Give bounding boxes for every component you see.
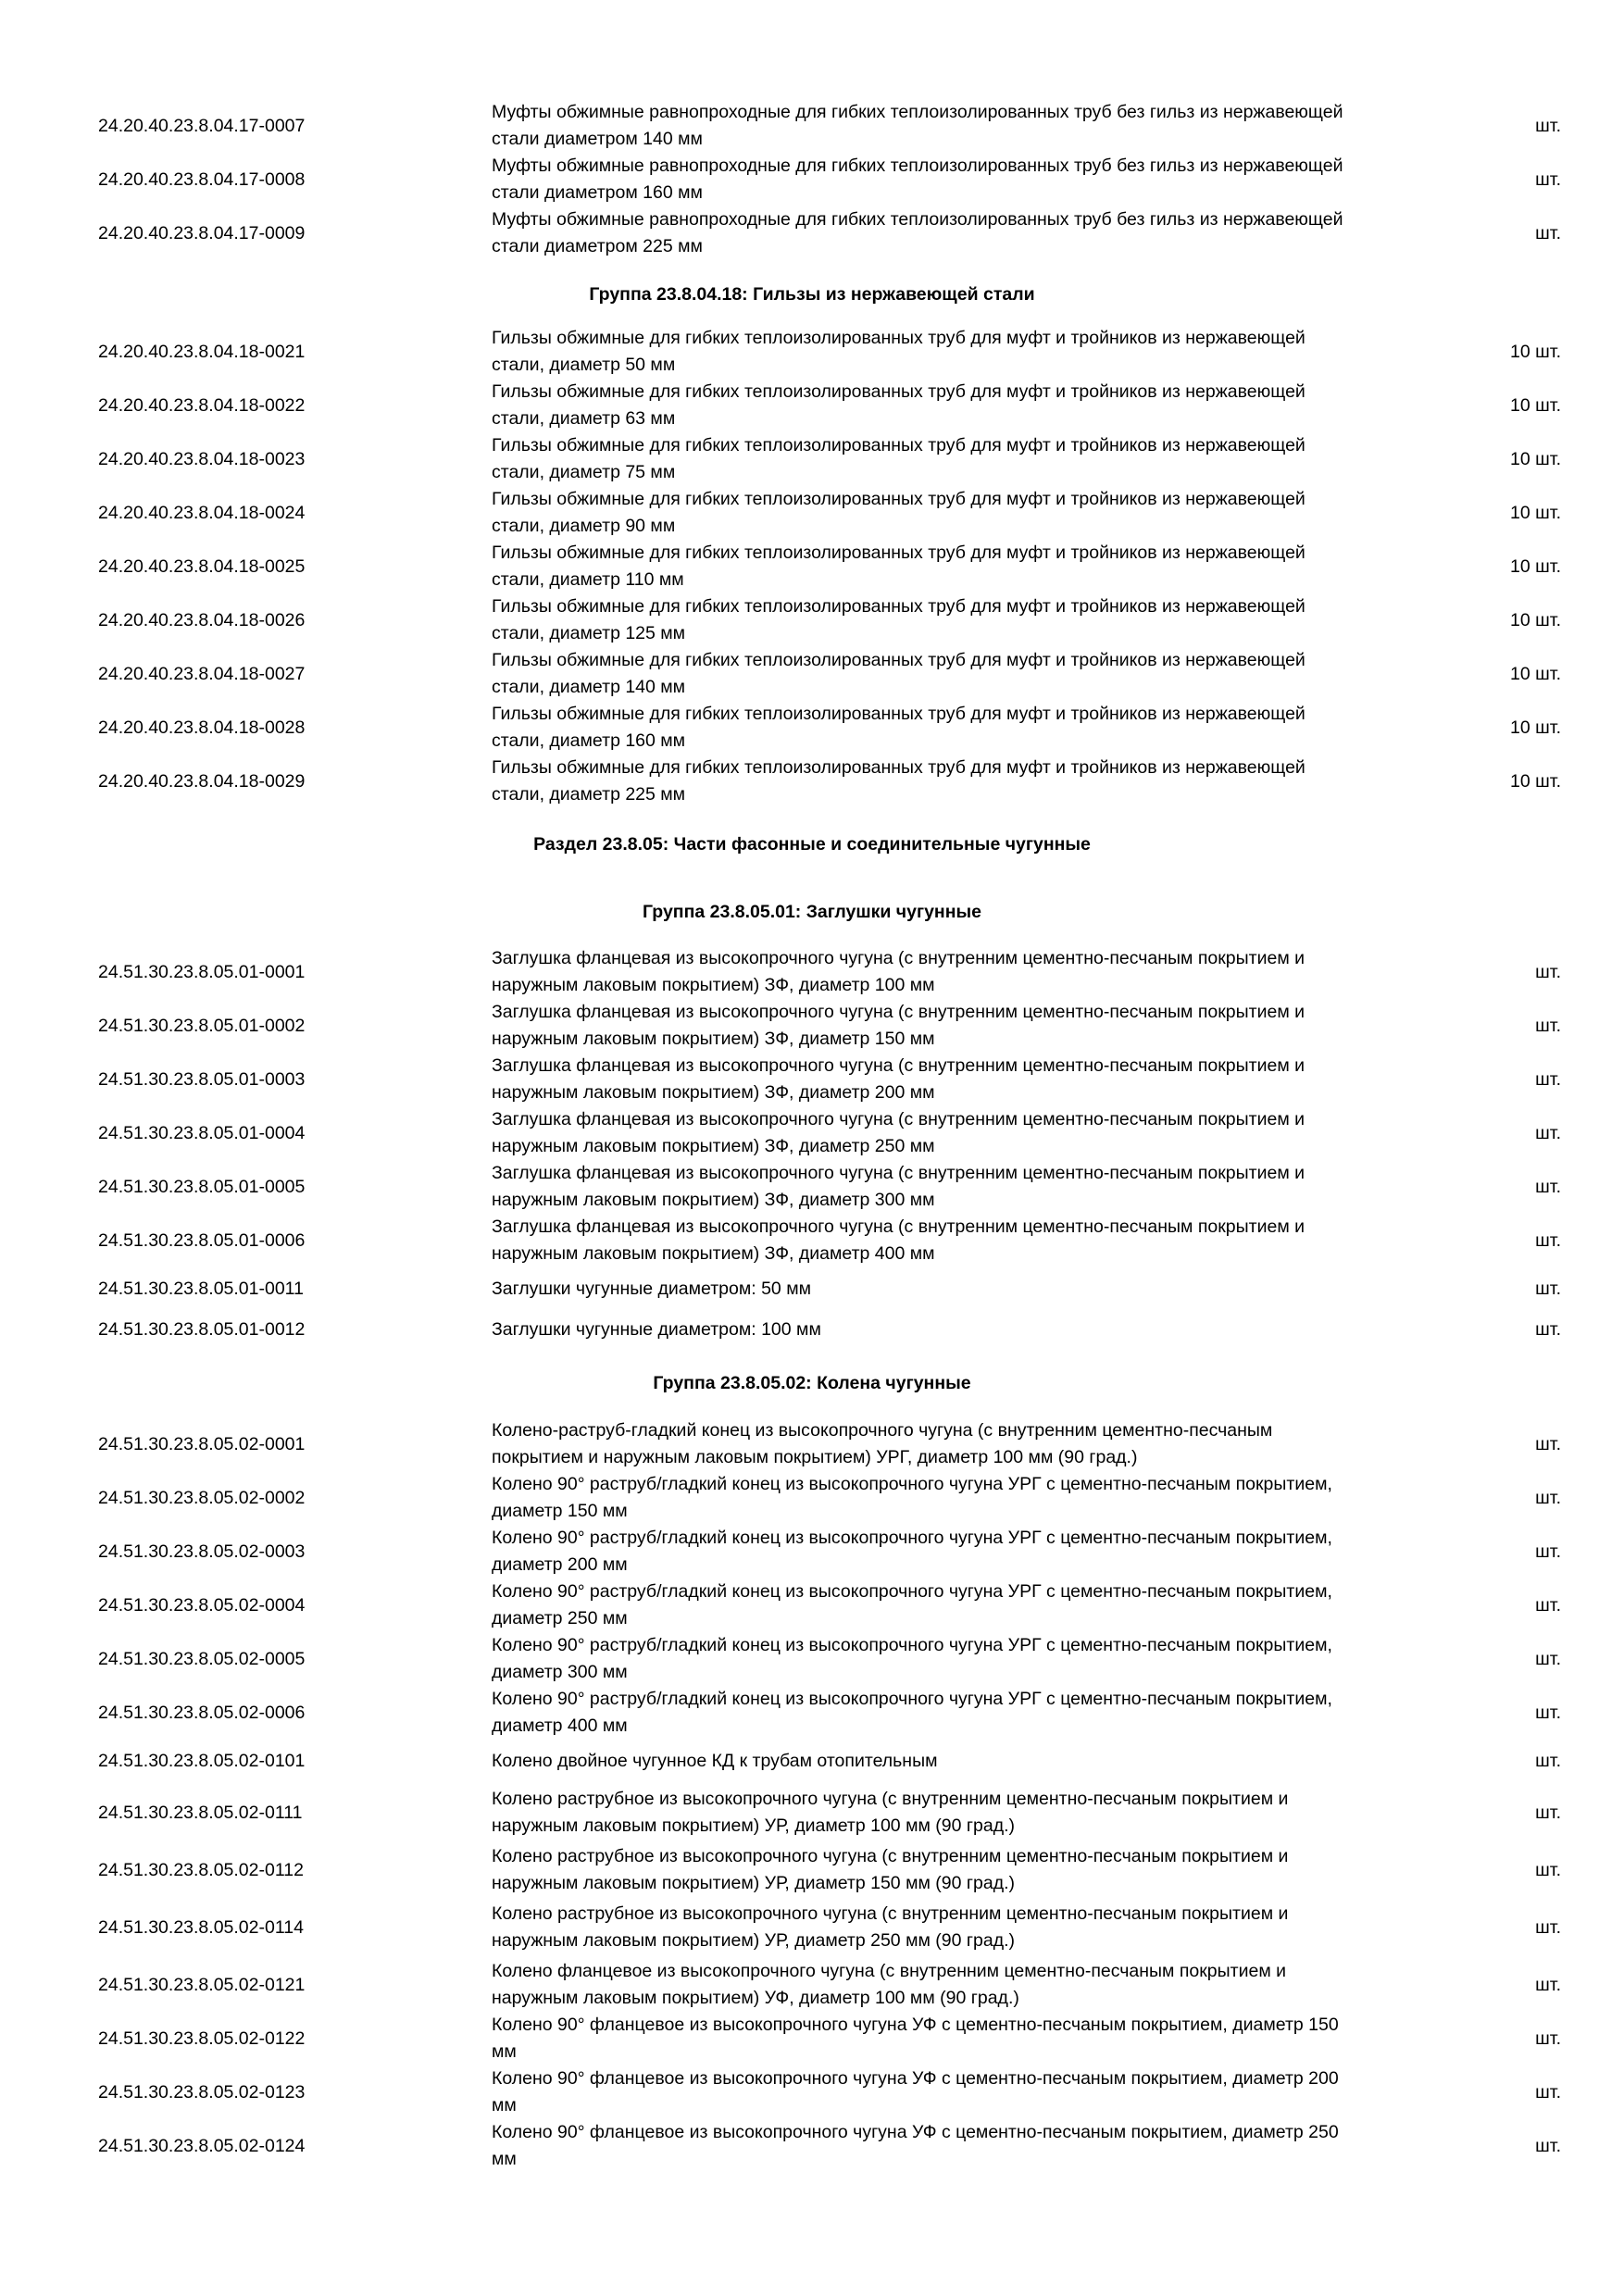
table-row — [0, 1958, 1624, 2012]
item-unit: шт. — [1535, 1015, 1561, 1036]
item-description — [492, 1786, 1473, 1840]
description-line: Колено раструбное из высокопрочного чугуна (с внутренним цементно-песчаным покрытием и — [492, 1789, 1289, 1809]
description-line: Колено раструбное из высокопрочного чугуна (с внутренним цементно-песчаным покрытием и — [492, 1846, 1289, 1866]
item-code: 24.20.40.23.8.04.18-0022 — [98, 394, 306, 416]
item-description — [492, 1686, 1473, 1740]
item-code: 24.51.30.23.8.05.02-0121 — [98, 1974, 306, 1995]
item-unit: шт. — [1535, 1916, 1561, 1938]
description-line: Заглушка фланцевая из высокопрочного чугуна (с внутренним цементно-песчаным покрытием и — [492, 1217, 1305, 1237]
description-line: мм — [492, 2041, 517, 2062]
description-line: наружным лаковым покрытием) ЗФ, диаметр 200 мм — [492, 1082, 935, 1103]
item-code: 24.51.30.23.8.05.02-0002 — [98, 1487, 306, 1508]
item-code: 24.20.40.23.8.04.17-0007 — [98, 115, 306, 136]
table-row — [0, 325, 1624, 379]
description-line: стали, диаметр 140 мм — [492, 677, 686, 697]
item-unit: шт. — [1535, 1594, 1561, 1616]
description-line: стали, диаметр 110 мм — [492, 569, 684, 590]
item-description — [492, 1525, 1473, 1578]
description-line: Колено 90° фланцевое из высокопрочного чугуна УФ с цементно-песчаным покрытием, диаметр 150 — [492, 2015, 1339, 2035]
item-description — [492, 1053, 1473, 1106]
description-line: диаметр 150 мм — [492, 1501, 628, 1521]
item-unit: 10 шт. — [1510, 663, 1561, 684]
description-line: Гильзы обжимные для гибких теплоизолированных труб для муфт и тройников из нержавеющей — [492, 650, 1305, 670]
item-unit: шт. — [1535, 1974, 1561, 1995]
item-description — [492, 379, 1473, 432]
table-row — [0, 1786, 1624, 1840]
table-row — [0, 1901, 1624, 1954]
table-row — [0, 486, 1624, 540]
description-line: Гильзы обжимные для гибких теплоизолированных труб для муфт и тройников из нержавеющей — [492, 381, 1305, 402]
table-row — [0, 1632, 1624, 1686]
item-unit: 10 шт. — [1510, 770, 1561, 792]
table-row — [0, 2012, 1624, 2065]
description-line: Гильзы обжимные для гибких теплоизолированных труб для муфт и тройников из нержавеющей — [492, 543, 1305, 563]
item-code: 24.51.30.23.8.05.01-0006 — [98, 1229, 306, 1251]
table-row — [0, 2065, 1624, 2119]
description-line: стали диаметром 160 мм — [492, 182, 703, 203]
description-line: покрытием и наружным лаковым покрытием) УРГ, диаметр 100 мм (90 град.) — [492, 1447, 1138, 1467]
description-line: Муфты обжимные равнопроходные для гибких теплоизолированных труб без гильз из нержавеющей — [492, 209, 1343, 230]
description-line: наружным лаковым покрытием) ЗФ, диаметр 300 мм — [492, 1190, 935, 1210]
description-line: стали, диаметр 225 мм — [492, 784, 686, 805]
item-description — [492, 647, 1473, 701]
description-line: наружным лаковым покрытием) ЗФ, диаметр 150 мм — [492, 1029, 935, 1049]
section-heading: Раздел 23.8.05: Части фасонные и соединительные чугунные — [533, 833, 1091, 855]
item-code: 24.51.30.23.8.05.01-0012 — [98, 1318, 306, 1340]
item-unit: шт. — [1535, 2135, 1561, 2156]
table-row — [0, 379, 1624, 432]
description-line: Колено 90° раструб/гладкий конец из высокопрочного чугуна УРГ с цементно-песчаным покрытием, — [492, 1528, 1332, 1548]
item-unit: шт. — [1535, 1068, 1561, 1090]
table-row — [0, 1525, 1624, 1578]
description-line: Колено 90° фланцевое из высокопрочного чугуна УФ с цементно-песчаным покрытием, диаметр 200 — [492, 2068, 1339, 2089]
description-line: Колено 90° фланцевое из высокопрочного чугуна УФ с цементно-песчаным покрытием, диаметр 250 — [492, 2122, 1339, 2142]
item-unit: шт. — [1535, 2028, 1561, 2049]
table-row — [0, 1417, 1624, 1471]
item-code: 24.51.30.23.8.05.01-0002 — [98, 1015, 306, 1036]
item-description — [492, 1901, 1473, 1954]
description-line: Гильзы обжимные для гибких теплоизолированных труб для муфт и тройников из нержавеющей — [492, 489, 1305, 509]
description-line: Колено 90° раструб/гладкий конец из высокопрочного чугуна УРГ с цементно-песчаным покрытием, — [492, 1581, 1332, 1602]
item-unit: шт. — [1535, 1648, 1561, 1669]
table-row — [0, 153, 1624, 206]
item-code: 24.51.30.23.8.05.02-0111 — [98, 1802, 303, 1823]
table-row — [0, 432, 1624, 486]
description-line: наружным лаковым покрытием) ЗФ, диаметр 100 мм — [492, 975, 935, 995]
section-heading: Группа 23.8.05.01: Заглушки чугунные — [643, 901, 981, 922]
item-code: 24.20.40.23.8.04.17-0008 — [98, 168, 306, 190]
item-code: 24.51.30.23.8.05.02-0123 — [98, 2081, 306, 2103]
table-row — [0, 1686, 1624, 1740]
description-line: диаметр 200 мм — [492, 1554, 628, 1575]
item-unit: шт. — [1535, 961, 1561, 982]
item-description — [492, 540, 1473, 593]
description-line: наружным лаковым покрытием) УФ, диаметр 100 мм (90 град.) — [492, 1988, 1019, 2008]
item-description — [492, 1316, 1473, 1343]
description-line: наружным лаковым покрытием) УР, диаметр 100 мм (90 град.) — [492, 1816, 1015, 1836]
table-row — [0, 1276, 1624, 1303]
item-code: 24.20.40.23.8.04.18-0025 — [98, 555, 306, 577]
item-description — [492, 2119, 1473, 2173]
description-line: Колено 90° раструб/гладкий конец из высокопрочного чугуна УРГ с цементно-песчаным покрытием, — [492, 1689, 1332, 1709]
description-line: стали, диаметр 75 мм — [492, 462, 676, 482]
table-row — [0, 701, 1624, 755]
item-code: 24.51.30.23.8.05.02-0003 — [98, 1541, 306, 1562]
item-unit: шт. — [1535, 1318, 1561, 1340]
item-unit: шт. — [1535, 222, 1561, 243]
item-code: 24.51.30.23.8.05.02-0101 — [98, 1750, 306, 1771]
description-line: наружным лаковым покрытием) УР, диаметр 150 мм (90 град.) — [492, 1873, 1015, 1893]
item-unit: 10 шт. — [1510, 448, 1561, 469]
item-description — [492, 755, 1473, 808]
description-line: стали, диаметр 50 мм — [492, 355, 676, 375]
item-description — [492, 1843, 1473, 1897]
item-code: 24.51.30.23.8.05.02-0006 — [98, 1702, 306, 1723]
item-description — [492, 701, 1473, 755]
table-row — [0, 206, 1624, 260]
description-line: мм — [492, 2095, 517, 2115]
table-row — [0, 647, 1624, 701]
description-line: наружным лаковым покрытием) ЗФ, диаметр 400 мм — [492, 1243, 935, 1264]
description-line: мм — [492, 2149, 517, 2169]
item-unit: шт. — [1535, 1702, 1561, 1723]
item-description — [492, 153, 1473, 206]
description-line: Муфты обжимные равнопроходные для гибких теплоизолированных труб без гильз из нержавеющей — [492, 156, 1343, 176]
description-line: Муфты обжимные равнопроходные для гибких теплоизолированных труб без гильз из нержавеющей — [492, 102, 1343, 122]
description-line: Заглушка фланцевая из высокопрочного чугуна (с внутренним цементно-песчаным покрытием и — [492, 1002, 1305, 1022]
item-code: 24.51.30.23.8.05.02-0122 — [98, 2028, 306, 2049]
item-unit: шт. — [1535, 1122, 1561, 1143]
table-row — [0, 1316, 1624, 1343]
item-description — [492, 1632, 1473, 1686]
description-line: Заглушка фланцевая из высокопрочного чугуна (с внутренним цементно-песчаным покрытием и — [492, 1163, 1305, 1183]
description-line: Заглушка фланцевая из высокопрочного чугуна (с внутренним цементно-песчаным покрытием и — [492, 1109, 1305, 1129]
description-line: наружным лаковым покрытием) УР, диаметр 250 мм (90 град.) — [492, 1930, 1015, 1951]
item-code: 24.20.40.23.8.04.18-0024 — [98, 502, 306, 523]
item-unit: шт. — [1535, 1176, 1561, 1197]
item-code: 24.51.30.23.8.05.01-0001 — [98, 961, 306, 982]
description-line: диаметр 250 мм — [492, 1608, 628, 1628]
table-row — [0, 1843, 1624, 1897]
item-description — [492, 2065, 1473, 2119]
item-unit: шт. — [1535, 1278, 1561, 1299]
item-unit: шт. — [1535, 1487, 1561, 1508]
item-code: 24.51.30.23.8.05.01-0003 — [98, 1068, 306, 1090]
table-row — [0, 1471, 1624, 1525]
description-line: Колено двойное чугунное КД к трубам отопительным — [492, 1750, 938, 1771]
item-code: 24.51.30.23.8.05.02-0004 — [98, 1594, 306, 1616]
description-line: Колено раструбное из высокопрочного чугуна (с внутренним цементно-песчаным покрытием и — [492, 1903, 1289, 1924]
item-description — [492, 1471, 1473, 1525]
item-code: 24.51.30.23.8.05.01-0011 — [98, 1278, 304, 1299]
description-line: стали, диаметр 90 мм — [492, 516, 676, 536]
section-heading: Группа 23.8.05.02: Колена чугунные — [653, 1372, 971, 1393]
item-description — [492, 486, 1473, 540]
item-description — [492, 1578, 1473, 1632]
description-line: Гильзы обжимные для гибких теплоизолированных труб для муфт и тройников из нержавеющей — [492, 757, 1305, 778]
table-row — [0, 593, 1624, 647]
description-line: диаметр 300 мм — [492, 1662, 628, 1682]
description-line: Заглушка фланцевая из высокопрочного чугуна (с внутренним цементно-песчаным покрытием и — [492, 948, 1305, 968]
item-unit: шт. — [1535, 2081, 1561, 2103]
table-row — [0, 2119, 1624, 2173]
table-row — [0, 755, 1624, 808]
item-description — [492, 432, 1473, 486]
description-line: стали диаметром 140 мм — [492, 129, 703, 149]
item-code: 24.51.30.23.8.05.01-0004 — [98, 1122, 306, 1143]
table-row — [0, 540, 1624, 593]
item-unit: шт. — [1535, 1859, 1561, 1880]
item-unit: 10 шт. — [1510, 502, 1561, 523]
item-description — [492, 999, 1473, 1053]
item-description — [492, 2012, 1473, 2065]
description-line: Заглушки чугунные диаметром: 50 мм — [492, 1278, 812, 1299]
item-unit: шт. — [1535, 115, 1561, 136]
item-unit: 10 шт. — [1510, 341, 1561, 362]
item-unit: шт. — [1535, 1541, 1561, 1562]
item-code: 24.51.30.23.8.05.02-0001 — [98, 1433, 306, 1454]
item-code: 24.51.30.23.8.05.01-0005 — [98, 1176, 306, 1197]
description-line: наружным лаковым покрытием) ЗФ, диаметр 250 мм — [492, 1136, 935, 1156]
description-line: стали, диаметр 125 мм — [492, 623, 686, 643]
description-line: Гильзы обжимные для гибких теплоизолированных труб для муфт и тройников из нержавеющей — [492, 328, 1305, 348]
item-description — [492, 945, 1473, 999]
description-line: Колено 90° раструб/гладкий конец из высокопрочного чугуна УРГ с цементно-песчаным покрытием, — [492, 1474, 1332, 1494]
table-row — [0, 99, 1624, 153]
item-code: 24.20.40.23.8.04.18-0028 — [98, 717, 306, 738]
section-heading: Группа 23.8.04.18: Гильзы из нержавеющей стали — [589, 283, 1035, 305]
item-description — [492, 1958, 1473, 2012]
description-line: стали диаметром 225 мм — [492, 236, 703, 256]
item-unit: 10 шт. — [1510, 717, 1561, 738]
item-description — [492, 1214, 1473, 1267]
description-line: Гильзы обжимные для гибких теплоизолированных труб для муфт и тройников из нержавеющей — [492, 596, 1305, 617]
table-row — [0, 1578, 1624, 1632]
item-code: 24.20.40.23.8.04.18-0026 — [98, 609, 306, 630]
item-code: 24.20.40.23.8.04.18-0027 — [98, 663, 306, 684]
item-description — [492, 1417, 1473, 1471]
item-code: 24.20.40.23.8.04.18-0023 — [98, 448, 306, 469]
table-row — [0, 945, 1624, 999]
description-line: Заглушки чугунные диаметром: 100 мм — [492, 1318, 821, 1340]
item-description — [492, 325, 1473, 379]
description-line: стали, диаметр 160 мм — [492, 730, 686, 751]
description-line: Колено 90° раструб/гладкий конец из высокопрочного чугуна УРГ с цементно-песчаным покрытием, — [492, 1635, 1332, 1655]
table-row — [0, 1160, 1624, 1214]
table-row — [0, 1106, 1624, 1160]
item-unit: шт. — [1535, 1802, 1561, 1823]
table-row — [0, 999, 1624, 1053]
item-code: 24.20.40.23.8.04.18-0029 — [98, 770, 306, 792]
description-line: Гильзы обжимные для гибких теплоизолированных труб для муфт и тройников из нержавеющей — [492, 704, 1305, 724]
item-unit: 10 шт. — [1510, 394, 1561, 416]
description-line: Колено-раструб-гладкий конец из высокопрочного чугуна (с внутренним цементно-песчаным — [492, 1420, 1273, 1441]
item-unit: шт. — [1535, 1433, 1561, 1454]
item-unit: шт. — [1535, 1750, 1561, 1771]
item-description — [492, 1276, 1473, 1303]
item-unit: шт. — [1535, 1229, 1561, 1251]
item-description — [492, 99, 1473, 153]
table-row — [0, 1053, 1624, 1106]
item-unit: 10 шт. — [1510, 555, 1561, 577]
item-unit: шт. — [1535, 168, 1561, 190]
item-description — [492, 206, 1473, 260]
table-row — [0, 1748, 1624, 1775]
description-line: Гильзы обжимные для гибких теплоизолированных труб для муфт и тройников из нержавеющей — [492, 435, 1305, 455]
description-line: стали, диаметр 63 мм — [492, 408, 676, 429]
item-code: 24.51.30.23.8.05.02-0112 — [98, 1859, 304, 1880]
item-unit: 10 шт. — [1510, 609, 1561, 630]
item-description — [492, 593, 1473, 647]
table-row — [0, 1214, 1624, 1267]
description-line: Заглушка фланцевая из высокопрочного чугуна (с внутренним цементно-песчаным покрытием и — [492, 1055, 1305, 1076]
item-code: 24.20.40.23.8.04.17-0009 — [98, 222, 306, 243]
item-code: 24.51.30.23.8.05.02-0124 — [98, 2135, 306, 2156]
item-description — [492, 1160, 1473, 1214]
item-description — [492, 1106, 1473, 1160]
description-line: диаметр 400 мм — [492, 1716, 628, 1736]
item-code: 24.51.30.23.8.05.02-0114 — [98, 1916, 304, 1938]
item-description — [492, 1748, 1473, 1775]
item-code: 24.51.30.23.8.05.02-0005 — [98, 1648, 306, 1669]
description-line: Колено фланцевое из высокопрочного чугуна (с внутренним цементно-песчаным покрытием и — [492, 1961, 1287, 1981]
item-code: 24.20.40.23.8.04.18-0021 — [98, 341, 306, 362]
